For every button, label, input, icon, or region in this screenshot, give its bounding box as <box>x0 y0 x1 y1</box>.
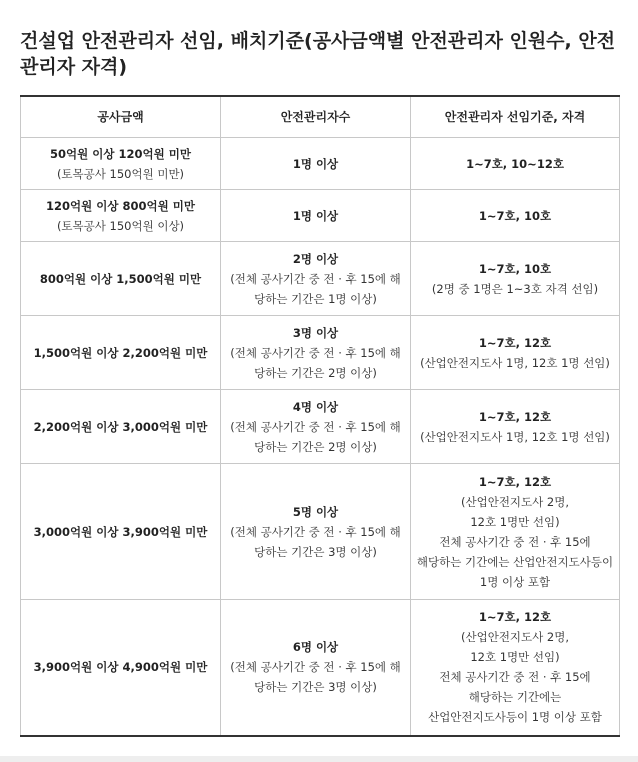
amount-text: 3,900억원 이상 4,900억원 미만 <box>33 660 208 675</box>
cell-amount <box>21 242 221 316</box>
cell-qualification <box>411 600 620 736</box>
count-note: (전체 공사기간 중 전 · 후 15에 해당하는 기간은 3명 이상) <box>230 660 401 695</box>
qualification-text: 1~7호, 12호 <box>478 474 552 489</box>
header-qualification: 안전관리자 선임기준, 자격 <box>411 96 620 138</box>
cell-count <box>221 138 411 190</box>
table-row <box>21 316 620 390</box>
cell-count <box>221 242 411 316</box>
cell-amount <box>21 600 221 736</box>
qualification-note: 해당하는 기간에는 <box>468 690 562 705</box>
cell-amount <box>21 464 221 600</box>
cell-qualification <box>411 316 620 390</box>
cell-qualification <box>411 464 620 600</box>
count-note: (전체 공사기간 중 전 · 후 15에 해당하는 기간은 2명 이상) <box>230 419 401 454</box>
qualification-note: 전체 공사기간 중 전 · 후 15에 <box>439 670 591 685</box>
count-text: 5명 이상 <box>292 504 339 519</box>
count-text: 2명 이상 <box>292 251 339 266</box>
qualification-text: 1~7호, 12호 <box>478 335 552 350</box>
qualification-note: 전체 공사기간 중 전 · 후 15에 <box>439 534 591 549</box>
qualification-text: 1~7호, 10~12호 <box>466 156 564 171</box>
qualification-text: 1~7호, 10호 <box>478 208 552 223</box>
cell-qualification <box>411 138 620 190</box>
amount-text: 50억원 이상 120억원 미만 <box>50 146 191 161</box>
count-text: 4명 이상 <box>292 399 339 414</box>
qualification-note: (2명 중 1명은 1~3호 자격 선임) <box>431 281 599 296</box>
qualification-note: 12호 1명만 선임) <box>470 650 560 665</box>
count-note: (전체 공사기간 중 전 · 후 15에 해당하는 기간은 2명 이상) <box>230 345 401 380</box>
table-header-row <box>21 96 620 138</box>
qualification-text: 1~7호, 12호 <box>478 409 552 424</box>
count-text: 1명 이상 <box>292 208 339 223</box>
qualification-text: 1~7호, 10호 <box>478 261 552 276</box>
safety-manager-table <box>20 95 620 737</box>
table-row <box>21 190 620 242</box>
table-row <box>21 242 620 316</box>
header-count: 안전관리자수 <box>221 96 411 138</box>
count-note: (전체 공사기간 중 전 · 후 15에 해당하는 기간은 1명 이상) <box>230 271 401 306</box>
page-title: 건설업 안전관리자 선임, 배치기준(공사금액별 안전관리자 인원수, 안전관리자 자격) <box>20 30 616 78</box>
qualification-note: 해당하는 기간에는 산업안전지도사등이 <box>416 554 614 569</box>
cell-count <box>221 600 411 736</box>
amount-text: 800억원 이상 1,500억원 미만 <box>39 271 202 286</box>
qualification-note: (산업안전지도사 2명, <box>461 630 569 645</box>
qualification-note: (산업안전지도사 1명, 12호 1명 선임) <box>420 429 610 444</box>
cell-amount <box>21 190 221 242</box>
cell-count <box>221 316 411 390</box>
qualification-text: 1~7호, 12호 <box>478 610 552 625</box>
amount-text: 1,500억원 이상 2,200억원 미만 <box>33 345 208 360</box>
cell-count <box>221 390 411 464</box>
bottom-divider <box>0 756 638 762</box>
table-row <box>21 464 620 600</box>
header-amount: 공사금액 <box>21 96 221 138</box>
table-row <box>21 138 620 190</box>
cell-count <box>221 464 411 600</box>
qualification-note: 1명 이상 포함 <box>479 574 551 589</box>
amount-note: (토목공사 150억원 이상) <box>56 218 185 233</box>
count-text: 6명 이상 <box>292 640 339 655</box>
amount-note: (토목공사 150억원 미만) <box>56 166 185 181</box>
amount-text: 3,000억원 이상 3,900억원 미만 <box>33 524 208 539</box>
count-text: 3명 이상 <box>292 325 339 340</box>
cell-amount <box>21 138 221 190</box>
cell-amount <box>21 316 221 390</box>
qualification-note: (산업안전지도사 2명, <box>461 494 569 509</box>
table-row <box>21 600 620 736</box>
amount-text: 120억원 이상 800억원 미만 <box>46 198 195 213</box>
qualification-note: 12호 1명만 선임) <box>470 514 560 529</box>
cell-qualification <box>411 242 620 316</box>
qualification-note: 산업안전지도사등이 1명 이상 포함 <box>428 710 602 725</box>
cell-qualification <box>411 190 620 242</box>
count-text: 1명 이상 <box>292 156 339 171</box>
amount-text: 2,200억원 이상 3,000억원 미만 <box>33 419 208 434</box>
cell-qualification <box>411 390 620 464</box>
qualification-note: (산업안전지도사 1명, 12호 1명 선임) <box>420 355 610 370</box>
count-note: (전체 공사기간 중 전 · 후 15에 해당하는 기간은 3명 이상) <box>230 524 401 559</box>
table-row <box>21 390 620 464</box>
cell-count <box>221 190 411 242</box>
cell-amount <box>21 390 221 464</box>
